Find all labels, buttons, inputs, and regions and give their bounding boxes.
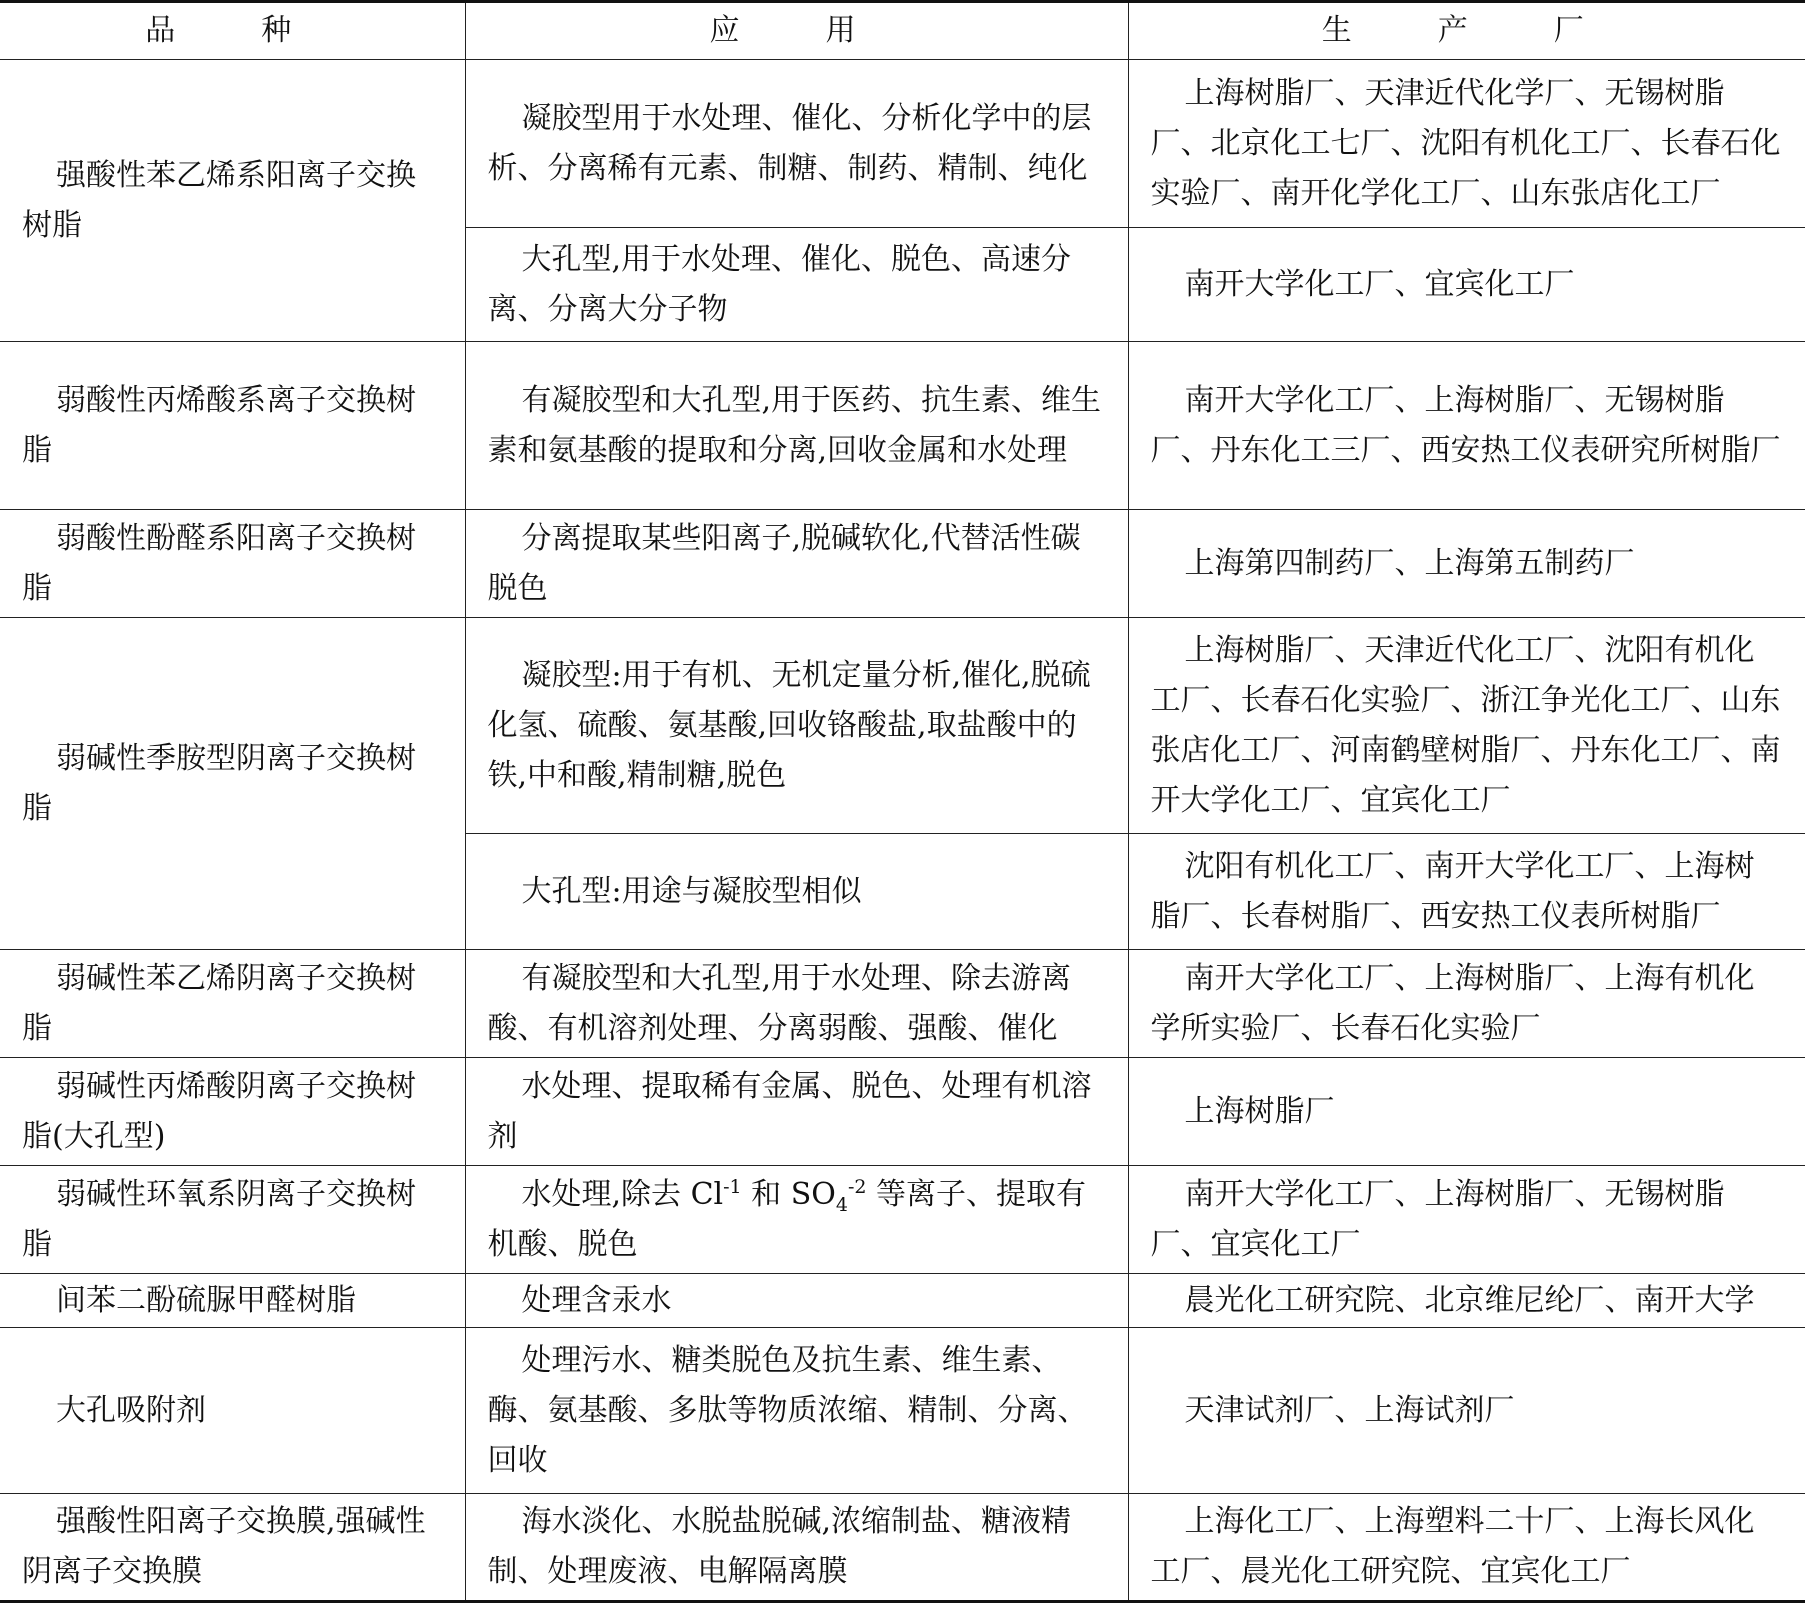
variety-cell: 间苯二酚硫脲甲醛树脂 [0,1274,465,1328]
application-cell: 有凝胶型和大孔型,用于医药、抗生素、维生素和氨基酸的提取和分离,回收金属和水处理 [465,342,1128,510]
table-row [0,60,1805,228]
variety-cell: 弱碱性环氧系阴离子交换树脂 [0,1166,465,1274]
table-row [0,1166,1805,1274]
manufacturer-cell: 上海树脂厂、天津近代化工厂、沈阳有机化工厂、长春石化实验厂、浙江争光化工厂、山东张店化工厂、河南鹤壁树脂厂、丹东化工厂、南开大学化工厂、宜宾化工厂 [1128,618,1805,834]
application-cell: 凝胶型:用于有机、无机定量分析,催化,脱硫化氢、硫酸、氨基酸,回收铬酸盐,取盐酸中的铁,中和酸,精制糖,脱色 [465,618,1128,834]
manufacturer-cell: 上海第四制药厂、上海第五制药厂 [1128,510,1805,618]
variety-cell: 弱碱性苯乙烯阴离子交换树脂 [0,950,465,1058]
application-text-start: 水处理,除去 Cl [521,1176,724,1212]
sulfate-subscript: 4 [835,1193,848,1216]
manufacturer-cell: 上海树脂厂、天津近代化学厂、无锡树脂厂、北京化工七厂、沈阳有机化工厂、长春石化实验厂、南开化学化工厂、山东张店化工厂 [1128,60,1805,228]
header-variety: 品 种 [0,2,465,60]
application-text-mid: 和 SO [741,1176,836,1212]
application-cell: 大孔型:用途与凝胶型相似 [465,834,1128,950]
table-row [0,1494,1805,1602]
chloride-charge-superscript: -1 [723,1175,742,1198]
table-row [0,618,1805,834]
manufacturer-cell: 晨光化工研究院、北京维尼纶厂、南开大学 [1128,1274,1805,1328]
application-cell: 海水淡化、水脱盐脱碱,浓缩制盐、糖液精制、处理废液、电解隔离膜 [465,1494,1128,1602]
application-cell: 凝胶型用于水处理、催化、分析化学中的层析、分离稀有元素、制糖、制药、精制、纯化 [465,60,1128,228]
manufacturer-cell: 南开大学化工厂、上海树脂厂、无锡树脂厂、丹东化工三厂、西安热工仪表研究所树脂厂 [1128,342,1805,510]
table-header [0,2,1805,60]
table-row [0,342,1805,510]
table-row [0,950,1805,1058]
manufacturer-cell: 上海树脂厂 [1128,1058,1805,1166]
table-row [0,1274,1805,1328]
manufacturer-cell: 上海化工厂、上海塑料二十厂、上海长风化工厂、晨光化工研究院、宜宾化工厂 [1128,1494,1805,1602]
manufacturer-cell: 南开大学化工厂、上海树脂厂、上海有机化学所实验厂、长春石化实验厂 [1128,950,1805,1058]
header-application: 应 用 [465,2,1128,60]
application-cell [465,1166,1128,1274]
manufacturer-cell: 南开大学化工厂、上海树脂厂、无锡树脂厂、宜宾化工厂 [1128,1166,1805,1274]
variety-cell: 强酸性苯乙烯系阳离子交换树脂 [0,60,465,342]
application-cell: 处理污水、糖类脱色及抗生素、维生素、酶、氨基酸、多肽等物质浓缩、精制、分离、回收 [465,1328,1128,1494]
application-cell: 有凝胶型和大孔型,用于水处理、除去游离酸、有机溶剂处理、分离弱酸、强酸、催化 [465,950,1128,1058]
application-text-end: 等离子、提取有机酸、脱色 [487,1176,1087,1262]
table-row [0,510,1805,618]
variety-cell: 大孔吸附剂 [0,1328,465,1494]
application-cell: 处理含汞水 [465,1274,1128,1328]
header-row [0,2,1805,60]
variety-cell: 弱碱性季胺型阴离子交换树脂 [0,618,465,950]
variety-cell: 弱碱性丙烯酸阴离子交换树脂(大孔型) [0,1058,465,1166]
table-row [0,1058,1805,1166]
application-cell: 分离提取某些阳离子,脱碱软化,代替活性碳脱色 [465,510,1128,618]
table-body [0,60,1805,1602]
application-cell: 大孔型,用于水处理、催化、脱色、高速分离、分离大分子物 [465,228,1128,342]
variety-cell: 弱酸性酚醛系阳离子交换树脂 [0,510,465,618]
table-row [0,1328,1805,1494]
sulfate-charge-superscript: -2 [847,1175,867,1198]
manufacturer-cell: 沈阳有机化工厂、南开大学化工厂、上海树脂厂、长春树脂厂、西安热工仪表所树脂厂 [1128,834,1805,950]
variety-cell: 弱酸性丙烯酸系离子交换树脂 [0,342,465,510]
application-cell: 水处理、提取稀有金属、脱色、处理有机溶剂 [465,1058,1128,1166]
manufacturer-cell: 天津试剂厂、上海试剂厂 [1128,1328,1805,1494]
variety-cell: 强酸性阳离子交换膜,强碱性阴离子交换膜 [0,1494,465,1602]
manufacturer-cell: 南开大学化工厂、宜宾化工厂 [1128,228,1805,342]
header-manufacturer: 生 产 厂 [1128,2,1805,60]
